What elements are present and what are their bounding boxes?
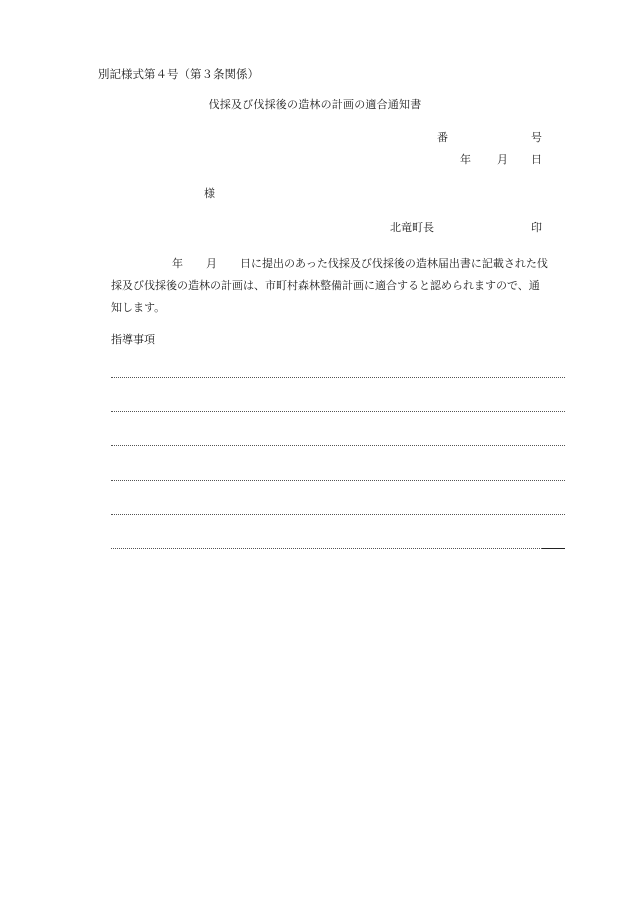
date-year-label: 年 [460,153,471,166]
recipient-honorific: 様 [204,187,215,200]
number-suffix: 号 [531,131,542,144]
guidance-entry-line [111,514,565,515]
body-year-label: 年 [172,257,183,270]
number-label: 番 [437,131,448,144]
form-identifier: 別記様式第４号（第３条関係） [98,67,259,81]
guidance-entry-line [111,548,542,549]
body-paragraph-line-3: 知します。 [111,301,166,314]
document-title: 伐採及び伐採後の造林の計画の適合通知書 [208,98,422,111]
seal-mark: 印 [531,221,542,234]
guidance-entry-line [111,377,565,378]
guidance-entry-line [111,445,565,446]
date-month-label: 月 [497,153,508,166]
guidance-end-rule [542,548,565,549]
guidance-entry-line [111,480,565,481]
body-line-1-text: 日に提出のあった伐採及び伐採後の造林届出書に記載された伐 [240,257,548,270]
guidance-heading: 指導事項 [111,333,155,346]
date-day-label: 日 [531,153,542,166]
body-paragraph-line-2: 採及び伐採後の造林の計画は、市町村森林整備計画に適合すると認められますので、通 [111,279,540,292]
body-month-label: 月 [206,257,217,270]
issuer-name: 北竜町長 [390,221,434,234]
guidance-entry-line [111,411,565,412]
